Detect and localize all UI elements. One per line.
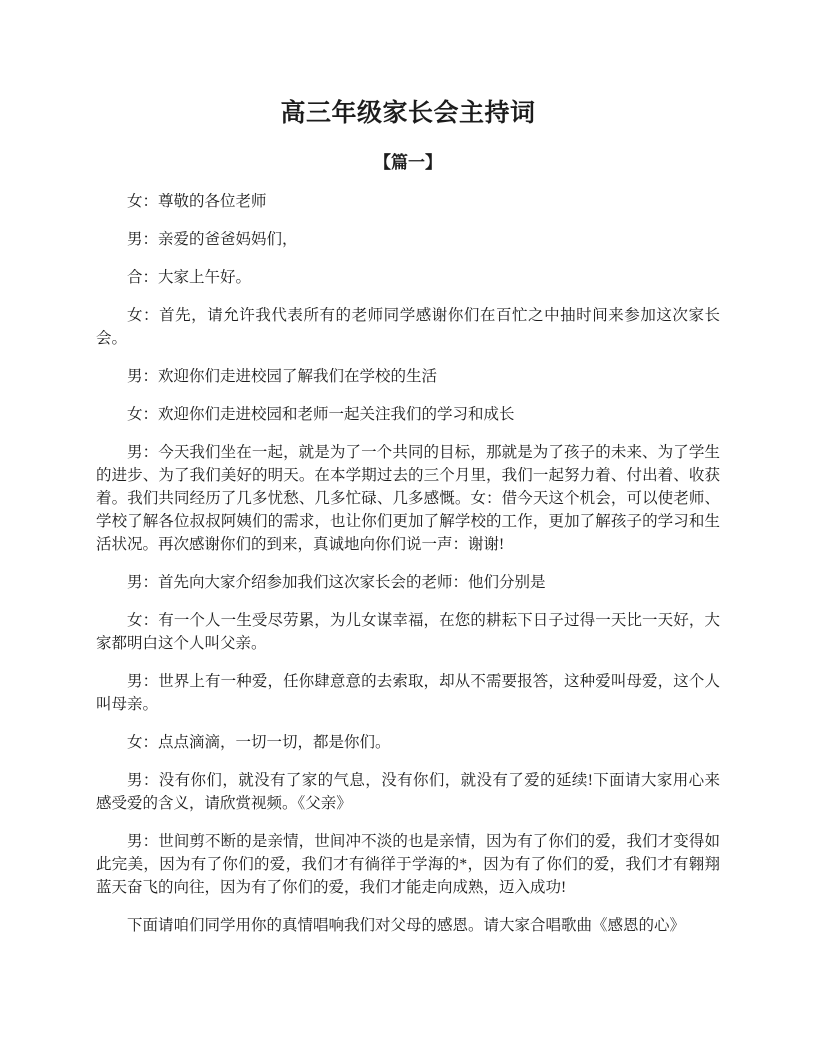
paragraph: 女：欢迎你们走进校园和老师一起关注我们的学习和成长	[127, 406, 515, 423]
document-title: 高三年级家长会主持词	[280, 100, 536, 127]
paragraph: 男：今天我们坐在一起，就是为了一个共同的目标，那就是为了孩子的未来、为了学生的进步、为了我们美好的明天。在本学期过去的三个月里，我们一起努力着、付出着、收获着。我们共同经历了几多忧愁、几多忙碌、几多感慨。女：借今天这个机会，可以使老师、学校了解各位叔叔阿姨们的需求，也让你们更加了解学校的工作，更加了解孩子的学习和生活状况。再次感谢你们的到来，真诚地向你们说一声：谢谢!	[96, 444, 720, 553]
document-body	[96, 190, 720, 937]
paragraph: 男：没有你们，就没有了家的气息，没有你们，就没有了爱的延续!下面请大家用心来感受爱的含义，请欣赏视频。《父亲》	[96, 772, 720, 812]
paragraph: 男：世间剪不断的是亲情，世间冲不淡的也是亲情，因为有了你们的爱，我们才变得如此完美，因为有了你们的爱，我们才有徜徉于学海的*，因为有了你们的爱，我们才有翱翔蓝天奋飞的向往，因为有了你们的爱，我们才能走向成熟，迈入成功!	[96, 833, 720, 896]
paragraph: 男：首先向大家介绍参加我们这次家长会的老师：他们分别是	[127, 574, 546, 591]
paragraph: 下面请咱们同学用你的真情唱响我们对父母的感恩。请大家合唱歌曲《感恩的心》	[127, 917, 686, 934]
paragraph: 女：有一个人一生受尽劳累，为儿女谋幸福，在您的耕耘下日子过得一天比一天好，大家都明白这个人叫父亲。	[96, 612, 720, 652]
paragraph: 男：欢迎你们走进校园了解我们在学校的生活	[127, 368, 438, 385]
paragraph: 女：尊敬的各位老师	[127, 193, 267, 210]
paragraph: 男：亲爱的爸爸妈妈们，	[127, 231, 298, 248]
paragraph: 女：点点滴滴，一切一切，都是你们。	[127, 734, 391, 751]
paragraph: 女：首先，请允许我代表所有的老师同学感谢你们在百忙之中抽时间来参加这次家长会。	[96, 307, 720, 347]
section-heading: 【篇一】	[374, 153, 442, 172]
paragraph: 男：世界上有一种爱，任你肆意意的去索取，却从不需要报答，这种爱叫母爱，这个人叫母亲。	[96, 673, 720, 713]
paragraph: 合：大家上午好。	[127, 269, 252, 286]
